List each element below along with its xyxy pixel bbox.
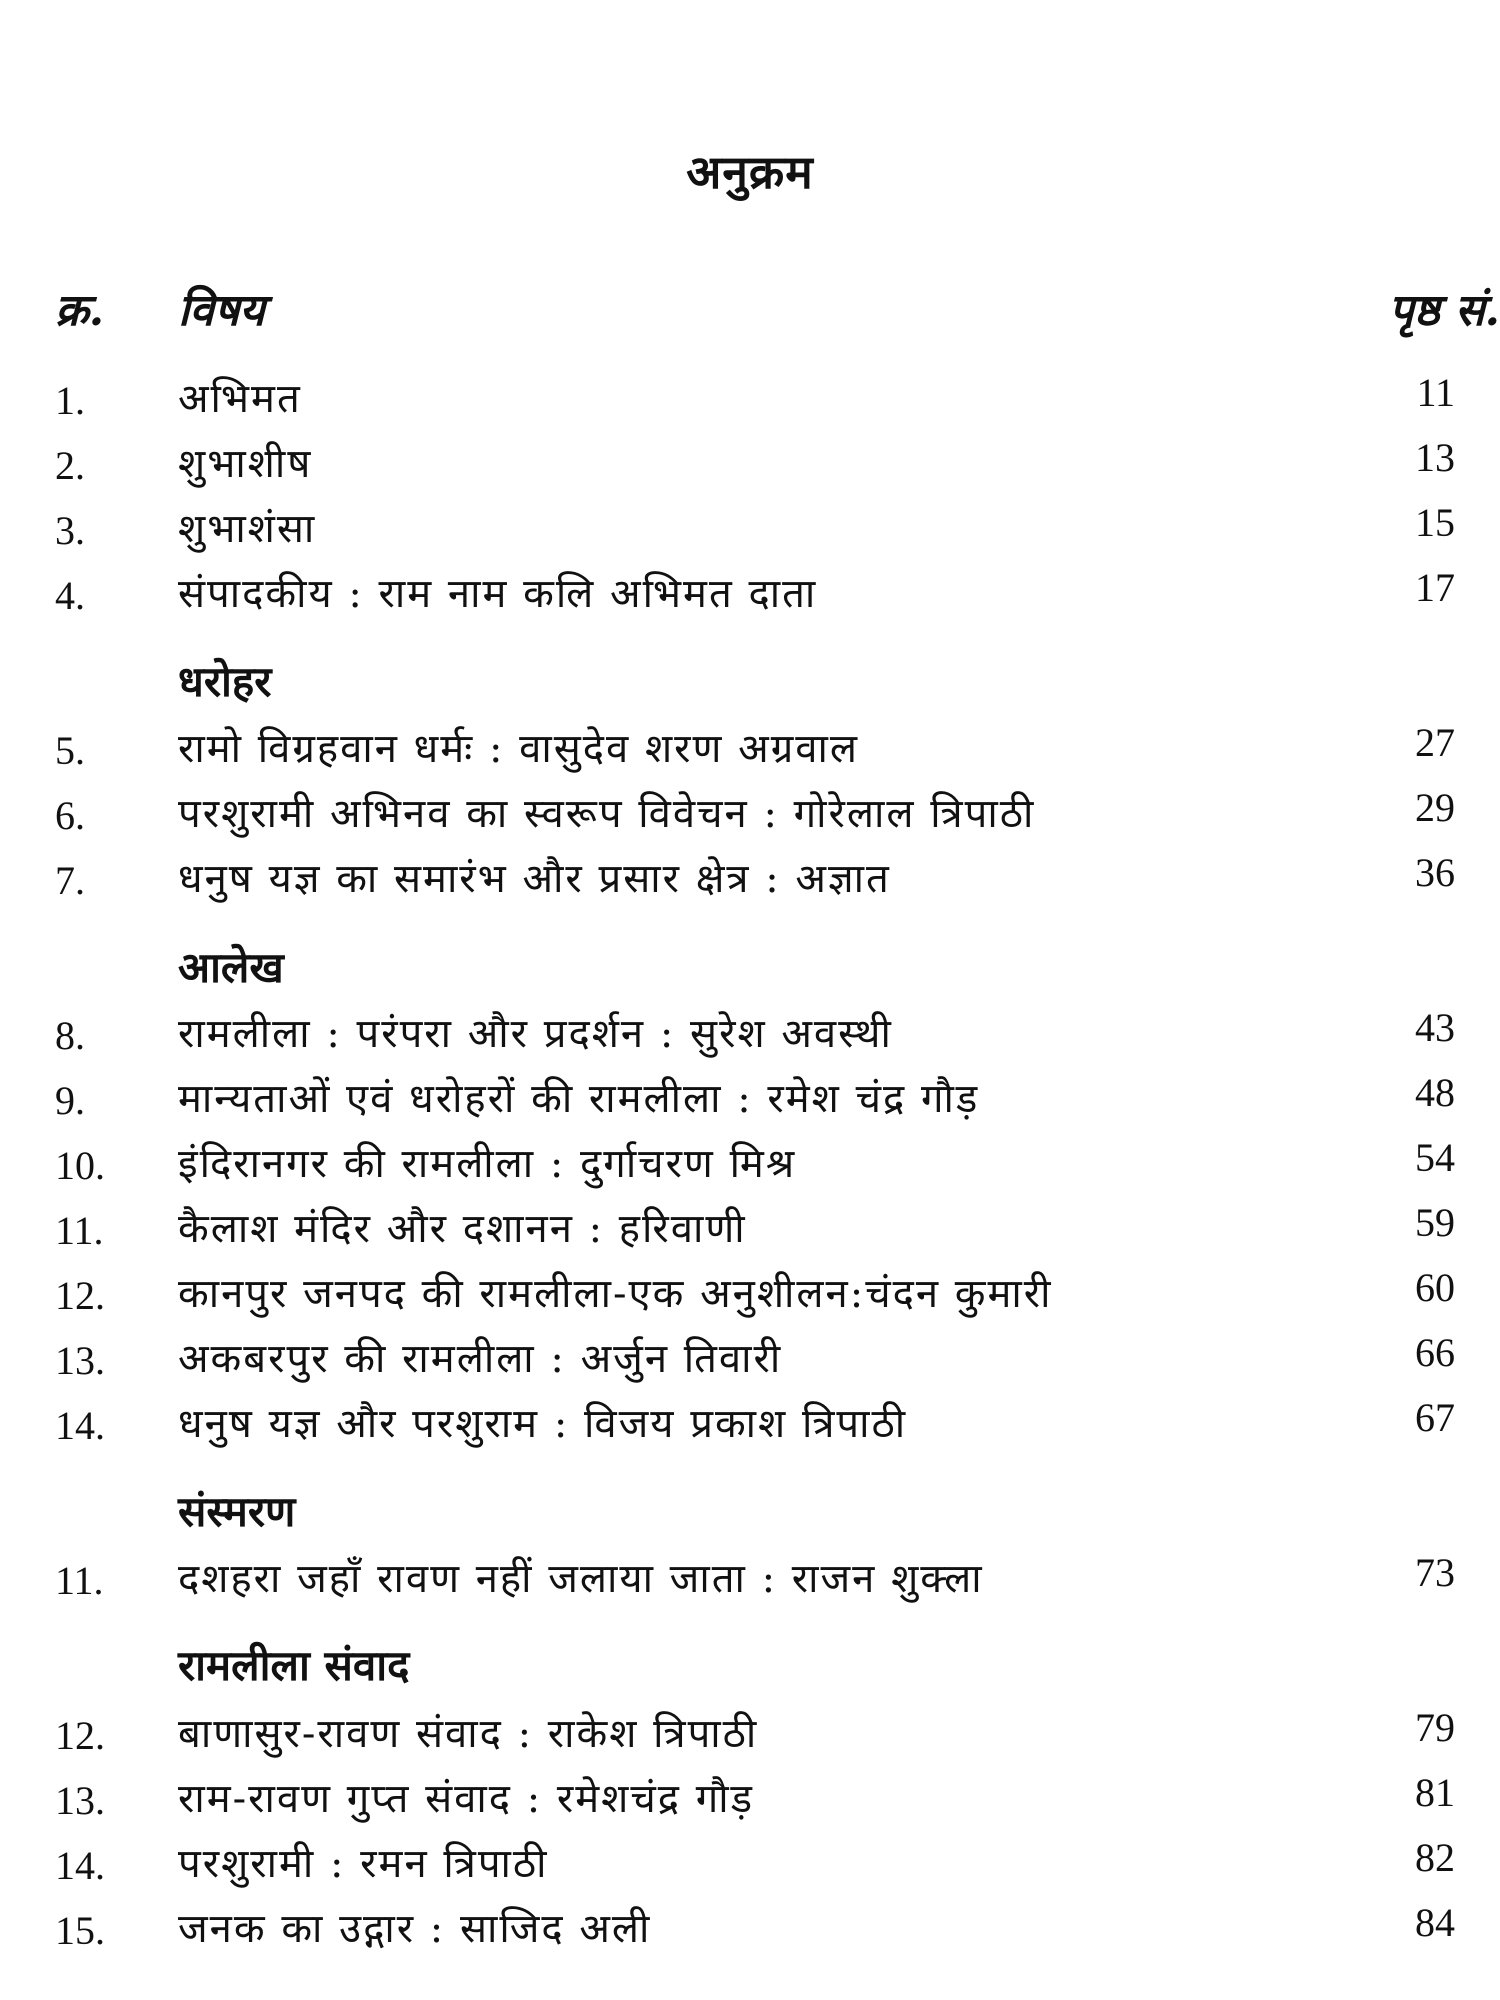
entry-title: धनुष यज्ञ और परशुराम : विजय प्रकाश त्रिपाठी <box>178 1401 908 1447</box>
contents-row <box>0 1260 1500 1322</box>
entry-title: मान्यताओं एवं धरोहरों की रामलीला : रमेश चंद्र गौड़ <box>178 1076 980 1122</box>
entry-page: 81 <box>1415 1770 1455 1815</box>
contents-row <box>0 1000 1500 1062</box>
contents-row <box>0 1895 1500 1957</box>
entry-number: 13. <box>55 1338 105 1383</box>
entry-page: 15 <box>1415 500 1455 545</box>
page-title: अनुक्रम <box>686 145 814 199</box>
section-heading: आलेख <box>178 943 284 992</box>
entry-number: 12. <box>55 1713 105 1758</box>
entry-title: कैलाश मंदिर और दशानन : हरिवाणी <box>178 1206 747 1252</box>
section-heading: रामलीला संवाद <box>178 1641 410 1690</box>
entry-page: 17 <box>1415 565 1455 610</box>
entry-title: अभिमत <box>178 376 302 422</box>
entry-number: 11. <box>55 1558 104 1603</box>
number-column-header: क्र. <box>55 285 105 336</box>
contents-row <box>0 430 1500 492</box>
contents-row <box>0 1830 1500 1892</box>
entry-page: 82 <box>1415 1835 1455 1880</box>
entry-page: 43 <box>1415 1005 1455 1050</box>
entry-page: 60 <box>1415 1265 1455 1310</box>
entry-number: 14. <box>55 1403 105 1448</box>
contents-row <box>0 1700 1500 1762</box>
entry-number: 14. <box>55 1843 105 1888</box>
contents-row <box>0 495 1500 557</box>
entry-number: 5. <box>55 728 85 773</box>
entry-number: 13. <box>55 1778 105 1823</box>
entry-title: परशुरामी अभिनव का स्वरूप विवेचन : गोरेलाल त्रिपाठी <box>178 791 1036 837</box>
entry-number: 8. <box>55 1013 85 1058</box>
entry-page: 67 <box>1415 1395 1455 1440</box>
entry-number: 2. <box>55 443 85 488</box>
entry-title: राम-रावण गुप्त संवाद : रमेशचंद्र गौड़ <box>178 1776 755 1822</box>
entry-page: 59 <box>1415 1200 1455 1245</box>
entry-number: 4. <box>55 573 85 618</box>
entry-number: 1. <box>55 378 85 423</box>
entry-page: 29 <box>1415 785 1455 830</box>
subject-column-header: विषय <box>178 285 265 336</box>
entry-title: रामो विग्रहवान धर्मः : वासुदेव शरण अग्रवाल <box>178 726 860 772</box>
contents-row <box>0 1195 1500 1257</box>
entry-page: 36 <box>1415 850 1455 895</box>
entry-page: 84 <box>1415 1900 1455 1945</box>
entry-number: 3. <box>55 508 85 553</box>
entry-page: 48 <box>1415 1070 1455 1115</box>
entry-title: धनुष यज्ञ का समारंभ और प्रसार क्षेत्र : अज्ञात <box>178 856 891 902</box>
section-heading: संस्मरण <box>178 1487 296 1536</box>
entry-number: 7. <box>55 858 85 903</box>
entry-title: शुभाशीष <box>178 441 313 487</box>
entry-title: जनक का उद्गार : साजिद अली <box>178 1906 652 1952</box>
contents-row <box>0 1325 1500 1387</box>
entry-page: 13 <box>1415 435 1455 480</box>
entry-number: 10. <box>55 1143 105 1188</box>
entry-page: 54 <box>1415 1135 1455 1180</box>
contents-row <box>0 1390 1500 1452</box>
entry-number: 9. <box>55 1078 85 1123</box>
entry-page: 27 <box>1415 720 1455 765</box>
entry-title: कानपुर जनपद की रामलीला-एक अनुशीलन:चंदन कुमारी <box>178 1271 1053 1317</box>
contents-row <box>0 1065 1500 1127</box>
entry-page: 79 <box>1415 1705 1455 1750</box>
entry-title: अकबरपुर की रामलीला : अर्जुन तिवारी <box>178 1336 783 1382</box>
contents-row <box>0 560 1500 622</box>
section-heading: धरोहर <box>178 657 272 706</box>
entry-page: 73 <box>1415 1550 1455 1595</box>
entry-page: 66 <box>1415 1330 1455 1375</box>
contents-row <box>0 780 1500 842</box>
entry-title: परशुरामी : रमन त्रिपाठी <box>178 1841 549 1887</box>
page-column-header: पृष्ठ सं. <box>1388 285 1500 336</box>
contents-row <box>0 365 1500 427</box>
entry-title: इंदिरानगर की रामलीला : दुर्गाचरण मिश्र <box>178 1141 797 1187</box>
entry-number: 6. <box>55 793 85 838</box>
contents-row <box>0 715 1500 777</box>
entry-title: शुभाशंसा <box>178 506 317 552</box>
contents-row <box>0 1765 1500 1827</box>
contents-row <box>0 845 1500 907</box>
contents-row <box>0 1545 1500 1607</box>
entry-page: 11 <box>1416 370 1455 415</box>
entry-title: संपादकीय : राम नाम कलि अभिमत दाता <box>178 571 818 617</box>
entry-title: बाणासुर-रावण संवाद : राकेश त्रिपाठी <box>178 1711 759 1757</box>
entry-number: 12. <box>55 1273 105 1318</box>
entry-title: रामलीला : परंपरा और प्रदर्शन : सुरेश अवस्थी <box>178 1011 893 1057</box>
entry-number: 15. <box>55 1908 105 1953</box>
contents-row <box>0 1130 1500 1192</box>
entry-title: दशहरा जहाँ रावण नहीं जलाया जाता : राजन शुक्ला <box>178 1556 984 1602</box>
entry-number: 11. <box>55 1208 104 1253</box>
